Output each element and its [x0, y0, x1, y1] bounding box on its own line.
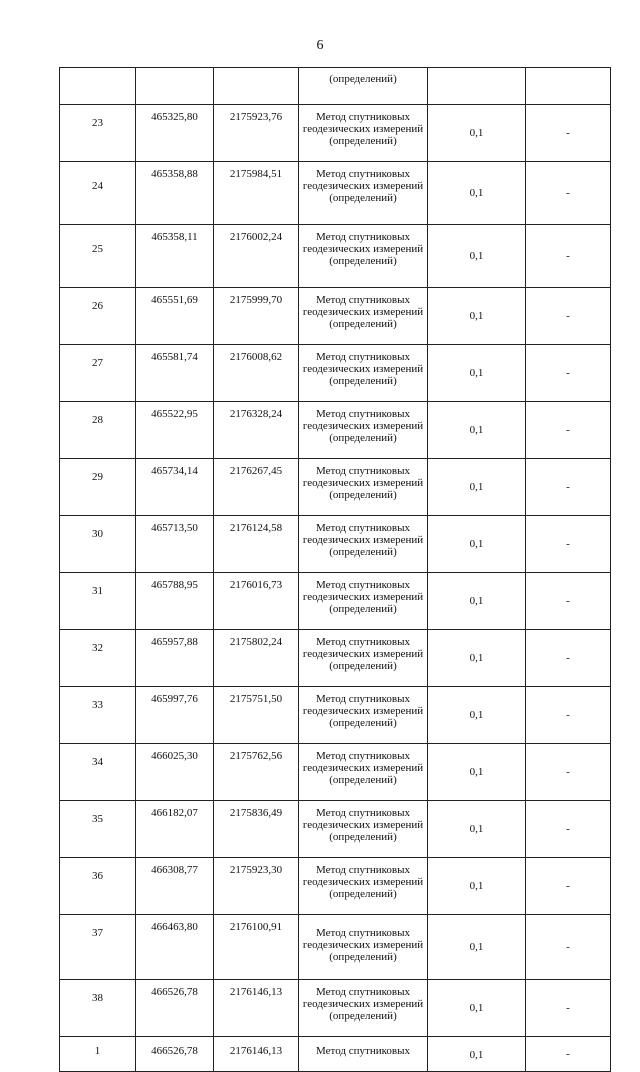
- accuracy-cell: 0,1: [428, 980, 526, 1037]
- table-row: [60, 225, 611, 288]
- description-cell: [526, 68, 611, 105]
- method-cell: Метод спутниковых геодезических измерений (определений): [299, 744, 428, 801]
- x-coordinate-cell: 466025,30: [136, 744, 214, 801]
- y-coordinate-cell: [214, 68, 299, 105]
- x-coordinate-cell: 465734,14: [136, 459, 214, 516]
- table-row: [60, 402, 611, 459]
- table-row: [60, 516, 611, 573]
- x-coordinate-cell: 466526,78: [136, 980, 214, 1037]
- x-coordinate-cell: 465551,69: [136, 288, 214, 345]
- method-cell: Метод спутниковых геодезических измерений (определений): [299, 573, 428, 630]
- x-coordinate-cell: 465713,50: [136, 516, 214, 573]
- table-row: [60, 573, 611, 630]
- point-number-cell: [60, 68, 136, 105]
- y-coordinate-cell: 2176328,24: [214, 402, 299, 459]
- y-coordinate-cell: 2175836,49: [214, 801, 299, 858]
- y-coordinate-cell: 2175984,51: [214, 162, 299, 225]
- description-cell: -: [526, 345, 611, 402]
- point-number-cell: 24: [60, 162, 136, 225]
- y-coordinate-cell: 2176146,13: [214, 1037, 299, 1072]
- accuracy-cell: 0,1: [428, 162, 526, 225]
- point-number-cell: 31: [60, 573, 136, 630]
- point-number-cell: 38: [60, 980, 136, 1037]
- x-coordinate-cell: 465522,95: [136, 402, 214, 459]
- point-number-cell: 35: [60, 801, 136, 858]
- point-number-cell: 25: [60, 225, 136, 288]
- accuracy-cell: 0,1: [428, 858, 526, 915]
- point-number-cell: 28: [60, 402, 136, 459]
- table-row: [60, 630, 611, 687]
- x-coordinate-cell: [136, 68, 214, 105]
- method-cell: Метод спутниковых геодезических измерений (определений): [299, 915, 428, 980]
- y-coordinate-cell: 2176267,45: [214, 459, 299, 516]
- point-number-cell: 37: [60, 915, 136, 980]
- description-cell: -: [526, 980, 611, 1037]
- table-row: [60, 687, 611, 744]
- point-number-cell: 30: [60, 516, 136, 573]
- description-cell: -: [526, 402, 611, 459]
- table-row: [60, 915, 611, 980]
- point-number-cell: 36: [60, 858, 136, 915]
- method-cell: Метод спутниковых геодезических измерений (определений): [299, 516, 428, 573]
- point-number-cell: 33: [60, 687, 136, 744]
- table-row: [60, 801, 611, 858]
- x-coordinate-cell: 466526,78: [136, 1037, 214, 1072]
- accuracy-cell: [428, 68, 526, 105]
- y-coordinate-cell: 2176008,62: [214, 345, 299, 402]
- description-cell: -: [526, 1037, 611, 1072]
- description-cell: -: [526, 801, 611, 858]
- method-cell: Метод спутниковых геодезических измерений (определений): [299, 630, 428, 687]
- point-number-cell: 29: [60, 459, 136, 516]
- accuracy-cell: 0,1: [428, 105, 526, 162]
- table-row: [60, 459, 611, 516]
- y-coordinate-cell: 2175762,56: [214, 744, 299, 801]
- y-coordinate-cell: 2175923,30: [214, 858, 299, 915]
- method-cell: Метод спутниковых геодезических измерений (определений): [299, 402, 428, 459]
- method-cell: Метод спутниковых геодезических измерений (определений): [299, 225, 428, 288]
- x-coordinate-cell: 466182,07: [136, 801, 214, 858]
- accuracy-cell: 0,1: [428, 1037, 526, 1072]
- accuracy-cell: 0,1: [428, 687, 526, 744]
- y-coordinate-cell: 2175751,50: [214, 687, 299, 744]
- table-row: [60, 1037, 611, 1072]
- x-coordinate-cell: 465997,76: [136, 687, 214, 744]
- description-cell: -: [526, 225, 611, 288]
- method-cell: Метод спутниковых геодезических измерений (определений): [299, 288, 428, 345]
- method-cell: Метод спутниковых геодезических измерений (определений): [299, 459, 428, 516]
- description-cell: -: [526, 516, 611, 573]
- method-cell: (определений): [299, 68, 428, 105]
- accuracy-cell: 0,1: [428, 744, 526, 801]
- x-coordinate-cell: 465788,95: [136, 573, 214, 630]
- table-row: [60, 288, 611, 345]
- method-cell: Метод спутниковых геодезических измерений (определений): [299, 858, 428, 915]
- method-cell: Метод спутниковых геодезических измерений (определений): [299, 980, 428, 1037]
- table-row: [60, 858, 611, 915]
- accuracy-cell: 0,1: [428, 630, 526, 687]
- accuracy-cell: 0,1: [428, 402, 526, 459]
- method-cell: Метод спутниковых геодезических измерений (определений): [299, 687, 428, 744]
- accuracy-cell: 0,1: [428, 345, 526, 402]
- description-cell: -: [526, 288, 611, 345]
- description-cell: -: [526, 744, 611, 801]
- description-cell: -: [526, 858, 611, 915]
- page-number: 6: [316, 38, 324, 53]
- table-row: [60, 345, 611, 402]
- point-number-cell: 1: [60, 1037, 136, 1072]
- y-coordinate-cell: 2176124,58: [214, 516, 299, 573]
- coordinates-table: [59, 67, 611, 1072]
- accuracy-cell: 0,1: [428, 573, 526, 630]
- method-cell: Метод спутниковых геодезических измерений (определений): [299, 801, 428, 858]
- table-row: [60, 68, 611, 105]
- x-coordinate-cell: 466308,77: [136, 858, 214, 915]
- y-coordinate-cell: 2176002,24: [214, 225, 299, 288]
- x-coordinate-cell: 465358,88: [136, 162, 214, 225]
- x-coordinate-cell: 465957,88: [136, 630, 214, 687]
- method-cell: Метод спутниковых геодезических измерений (определений): [299, 105, 428, 162]
- point-number-cell: 27: [60, 345, 136, 402]
- x-coordinate-cell: 465358,11: [136, 225, 214, 288]
- y-coordinate-cell: 2175802,24: [214, 630, 299, 687]
- x-coordinate-cell: 466463,80: [136, 915, 214, 980]
- accuracy-cell: 0,1: [428, 516, 526, 573]
- accuracy-cell: 0,1: [428, 225, 526, 288]
- y-coordinate-cell: 2175999,70: [214, 288, 299, 345]
- y-coordinate-cell: 2176100,91: [214, 915, 299, 980]
- point-number-cell: 23: [60, 105, 136, 162]
- description-cell: -: [526, 915, 611, 980]
- description-cell: -: [526, 573, 611, 630]
- description-cell: -: [526, 630, 611, 687]
- x-coordinate-cell: 465325,80: [136, 105, 214, 162]
- accuracy-cell: 0,1: [428, 801, 526, 858]
- accuracy-cell: 0,1: [428, 459, 526, 516]
- method-cell: Метод спутниковых геодезических измерений (определений): [299, 345, 428, 402]
- table-row: [60, 980, 611, 1037]
- point-number-cell: 32: [60, 630, 136, 687]
- point-number-cell: 26: [60, 288, 136, 345]
- description-cell: -: [526, 459, 611, 516]
- y-coordinate-cell: 2176146,13: [214, 980, 299, 1037]
- table-row: [60, 105, 611, 162]
- y-coordinate-cell: 2175923,76: [214, 105, 299, 162]
- x-coordinate-cell: 465581,74: [136, 345, 214, 402]
- accuracy-cell: 0,1: [428, 288, 526, 345]
- description-cell: -: [526, 687, 611, 744]
- table-row: [60, 162, 611, 225]
- method-cell: Метод спутниковых геодезических измерений (определений): [299, 162, 428, 225]
- y-coordinate-cell: 2176016,73: [214, 573, 299, 630]
- point-number-cell: 34: [60, 744, 136, 801]
- accuracy-cell: 0,1: [428, 915, 526, 980]
- table-row: [60, 744, 611, 801]
- description-cell: -: [526, 162, 611, 225]
- description-cell: -: [526, 105, 611, 162]
- method-cell: Метод спутниковых: [299, 1037, 428, 1072]
